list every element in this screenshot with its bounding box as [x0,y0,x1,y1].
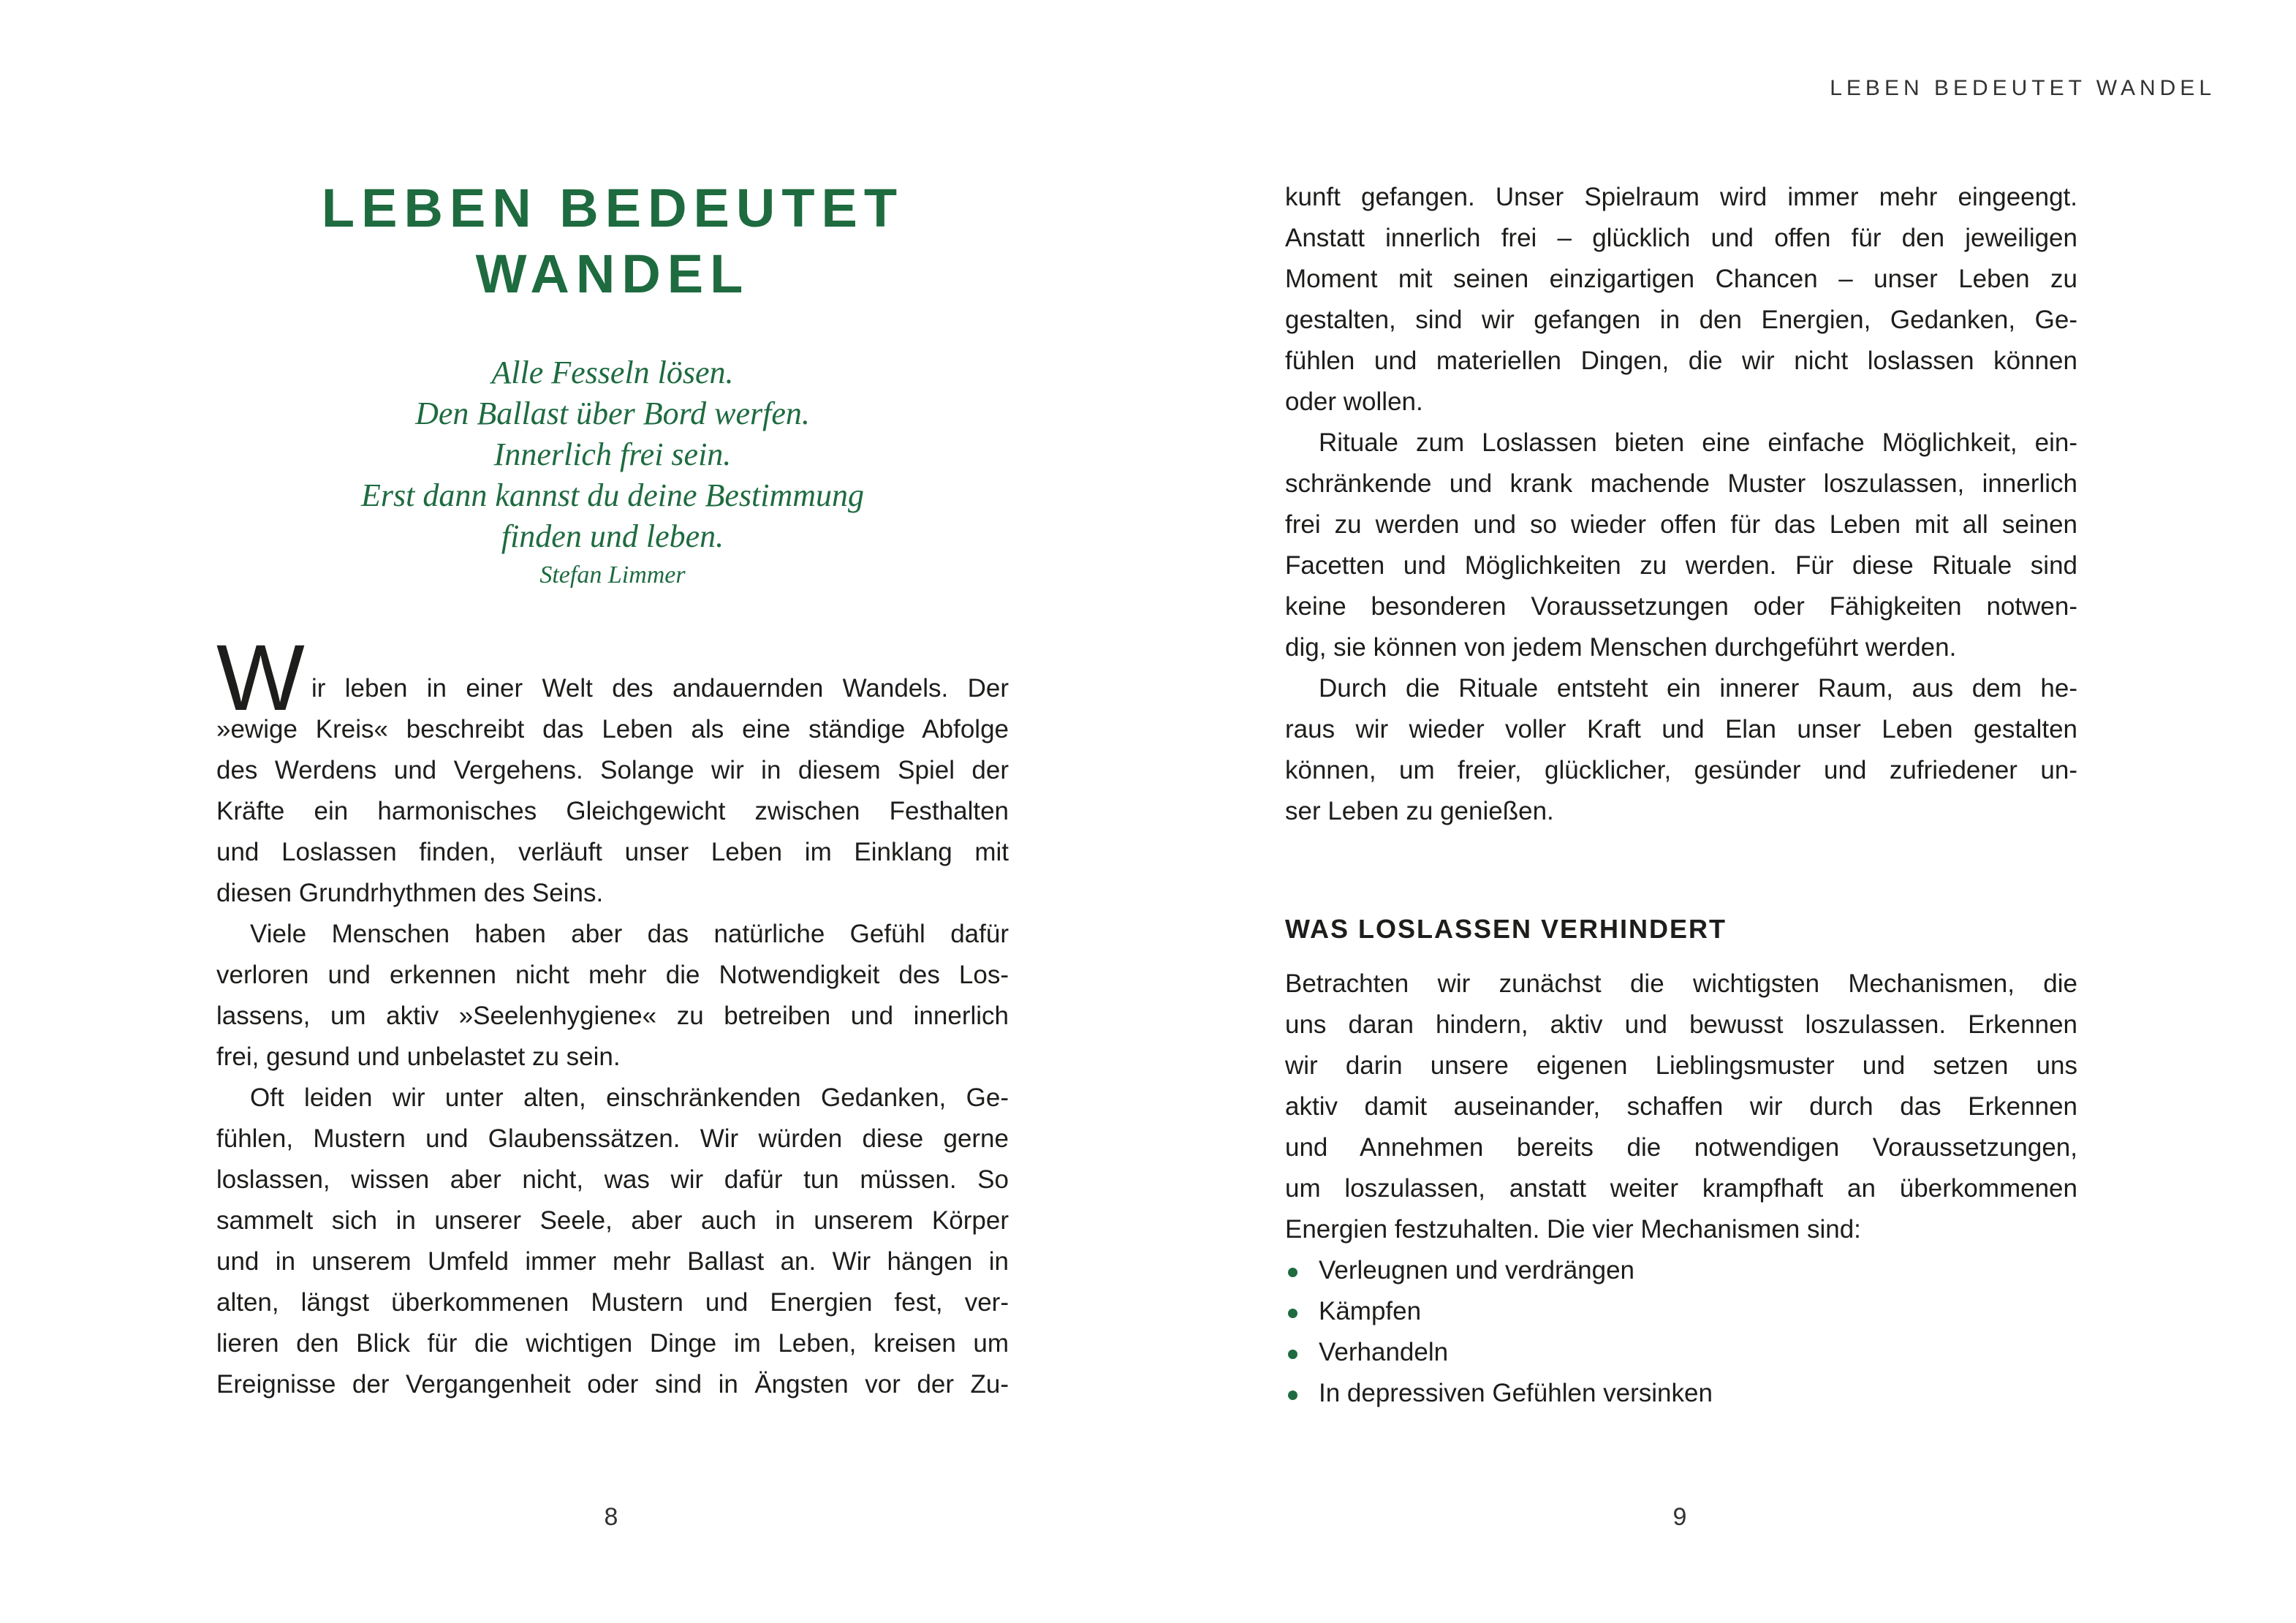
text-line: Durch die Rituale entsteht ein innerer Raum, aus dem he- [1319,674,2077,703]
text-line: Kräfte ein harmonisches Gleichgewicht zwischen Festhalten [216,797,1009,825]
text-line: und in unserem Umfeld immer mehr Ballast an. Wir hängen in [216,1247,1009,1276]
epigraph-line: finden und leben. [501,518,724,554]
chapter-title-line: WANDEL [475,243,750,304]
text-line: wir darin unsere eigenen Lieblingsmuster und setzen uns [1285,1051,2077,1080]
page-number-right: 9 [1672,1503,1687,1531]
bullet-item: Kämpfen [1285,1291,2077,1332]
bullet-item: Verhandeln [1285,1332,2077,1373]
text-line: Moment mit seinen einzigartigen Chancen – unser Leben zu [1285,265,2077,293]
bullet-item: In depressiven Gefühlen versinken [1285,1373,2077,1414]
section-heading: WAS LOSLASSEN VERHINDERT [1285,914,1727,944]
text-line: frei zu werden und so wieder offen für das Leben mit all seinen [1285,510,2077,539]
bullet-item: Verleugnen und verdrängen [1285,1250,2077,1291]
text-line: ir leben in einer Welt des andauernden Wandels. Der [311,674,1009,703]
left-column-text [216,668,1009,1405]
chapter-title-line: LEBEN BEDEUTET [321,178,904,238]
text-line: uns daran hindern, aktiv und bewusst loszulassen. Erkennen [1285,1010,2077,1039]
text-line: Energien festzuhalten. Die vier Mechanismen sind: [1285,1215,1861,1244]
text-line: kunft gefangen. Unser Spielraum wird immer mehr eingeengt. [1285,183,2077,211]
text-line: um loszulassen, anstatt weiter krampfhaft an überkommenen [1285,1174,2077,1203]
text-line: Rituale zum Loslassen bieten eine einfache Möglichkeit, ein- [1319,428,2077,457]
running-header: LEBEN BEDEUTET WANDEL [1830,76,2216,100]
text-line: aktiv damit auseinander, schaffen wir durch das Erkennen [1285,1092,2077,1121]
text-line: verloren und erkennen nicht mehr die Notwendigkeit des Los- [216,961,1009,989]
text-line: oder wollen. [1285,387,1423,416]
text-line: Facetten und Möglichkeiten zu werden. Für diese Rituale sind [1285,551,2077,580]
text-line: gestalten, sind wir gefangen in den Energien, Gedanken, Ge- [1285,306,2077,334]
epigraph-line: Innerlich frei sein. [493,436,732,472]
text-line: fühlen und materiellen Dingen, die wir nicht loslassen können [1285,347,2077,375]
page-number-left: 8 [604,1503,618,1531]
text-line: Anstatt innerlich frei – glücklich und offen für den jeweiligen [1285,224,2077,252]
text-line: keine besonderen Voraussetzungen oder Fähigkeiten notwen- [1285,592,2077,621]
text-line: lassens, um aktiv »Seelenhygiene« zu betreiben und innerlich [216,1002,1009,1030]
text-line: Viele Menschen haben aber das natürliche Gefühl dafür [250,920,1009,948]
text-line: frei, gesund und unbelastet zu sein. [216,1043,621,1071]
text-line: fühlen, Mustern und Glaubenssätzen. Wir würden diese gerne [216,1124,1009,1153]
epigraph [247,352,978,594]
text-line: loslassen, wissen aber nicht, was wir dafür tun müssen. So [216,1165,1009,1194]
epigraph-line: Den Ballast über Bord werfen. [415,396,810,431]
text-line: diesen Grundrhythmen des Seins. [216,879,604,907]
text-line: des Werdens und Vergehens. Solange wir in diesem Spiel der [216,756,1009,784]
text-line: und Loslassen finden, verläuft unser Leben im Einklang mit [216,838,1009,866]
text-line: Ereignisse der Vergangenheit oder sind in Ängsten vor der Zu- [216,1370,1009,1399]
text-line: lieren den Blick für die wichtigen Dinge im Leben, kreisen um [216,1329,1009,1358]
epigraph-author: Stefan Limmer [539,561,686,589]
drop-cap: W [216,626,305,730]
text-line: sammelt sich in unserer Seele, aber auch in unserem Körper [216,1206,1009,1235]
text-line: dig, sie können von jedem Menschen durchgeführt werden. [1285,633,1957,662]
text-line: »ewige Kreis« beschreibt das Leben als eine ständige Abfolge [216,715,1009,744]
text-line: alten, längst überkommenen Mustern und Energien fest, ver- [216,1288,1009,1317]
chapter-title [247,175,978,307]
text-line: raus wir wieder voller Kraft und Elan unser Leben gestalten [1285,715,2077,744]
text-line: ser Leben zu genießen. [1285,797,1554,825]
epigraph-line: Alle Fesseln lösen. [491,355,734,390]
text-line: Betrachten wir zunächst die wichtigsten Mechanismen, die [1285,969,2077,998]
text-line: können, um freier, glücklicher, gesünder und zufriedener un- [1285,756,2077,784]
text-line: Oft leiden wir unter alten, einschränkenden Gedanken, Ge- [250,1083,1009,1112]
text-line: schränkende und krank machende Muster loszulassen, innerlich [1285,469,2077,498]
epigraph-line: Erst dann kannst du deine Bestimmung [360,477,865,513]
right-column-text [1285,177,2077,832]
text-line: und Annehmen bereits die notwendigen Voraussetzungen, [1285,1133,2077,1162]
section-body [1285,964,2077,1414]
